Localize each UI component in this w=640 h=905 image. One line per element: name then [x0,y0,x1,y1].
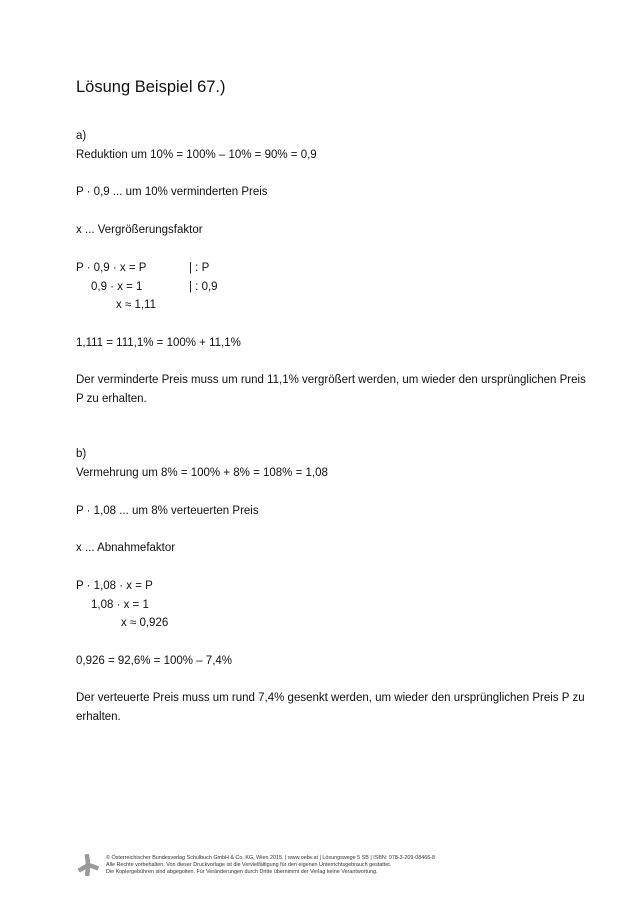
part-b-equation-3: x ≈ 0,926 [121,617,169,629]
part-a-equation-3: x ≈ 1,11 [116,299,156,311]
publisher-logo-icon [76,853,100,877]
page-title: Lösung Beispiel 67.) [76,78,226,96]
footer-copyright [106,855,435,877]
part-b-equation-1: P · 1,08 · x = P [76,580,153,592]
part-b-equation-2: 1,08 · x = 1 [91,599,149,611]
part-b-x-definition: x ... Abnahmefaktor [76,542,176,554]
part-b-increase: Vermehrung um 8% = 100% + 8% = 108% = 1,08 [76,467,328,479]
footer-line-3: Die Kopiergebühren sind abgegolten. Für Veränderungen durch Dritte übernimmt der Verlag keine Verantwortung. [106,869,378,876]
part-a-reduction: Reduktion um 10% = 100% – 10% = 90% = 0,9 [76,149,317,161]
part-a-conclusion: Der verminderte Preis muss um rund 11,1% vergrößert werden, um wieder den ursprünglichen Preis P zu erhalten. [76,374,586,405]
part-a-equation-2: 0,9 · x = 1 [91,281,143,293]
part-a-percent: 1,111 = 111,1% = 100% + 11,1% [76,337,241,349]
part-a-equation-1-operation: | : P [189,262,210,274]
part-a-price-definition: P · 0,9 ... um 10% verminderten Preis [76,186,268,198]
part-a-x-definition: x ... Vergrößerungsfaktor [76,224,203,236]
footer-line-1: © Österreichischer Bundesverlag Schulbuch GmbH & Co. KG, Wien 2015. | www.oebv.at | Lösungswege 5 SB | ISBN: 978-3-209-08466-8 [106,855,435,861]
footer-line-2: Alle Rechte vorbehalten. Von dieser Druckvorlage ist die Vervielfältigung für den eigenen Unterrichtsgebrauch gestattet. [106,862,392,869]
part-a-label: a) [76,130,87,142]
part-a-equation-1: P · 0,9 · x = P [76,262,147,274]
part-b-price-definition: P · 1,08 ... um 8% verteuerten Preis [76,505,259,517]
part-b-percent: 0,926 = 92,6% = 100% – 7,4% [76,655,233,667]
part-b-label: b) [76,448,87,460]
part-b-conclusion: Der verteuerte Preis muss um rund 7,4% gesenkt werden, um wieder den ursprünglichen Preis P zu erhalten. [76,692,585,723]
part-a-equation-2-operation: | : 0,9 [189,281,218,293]
